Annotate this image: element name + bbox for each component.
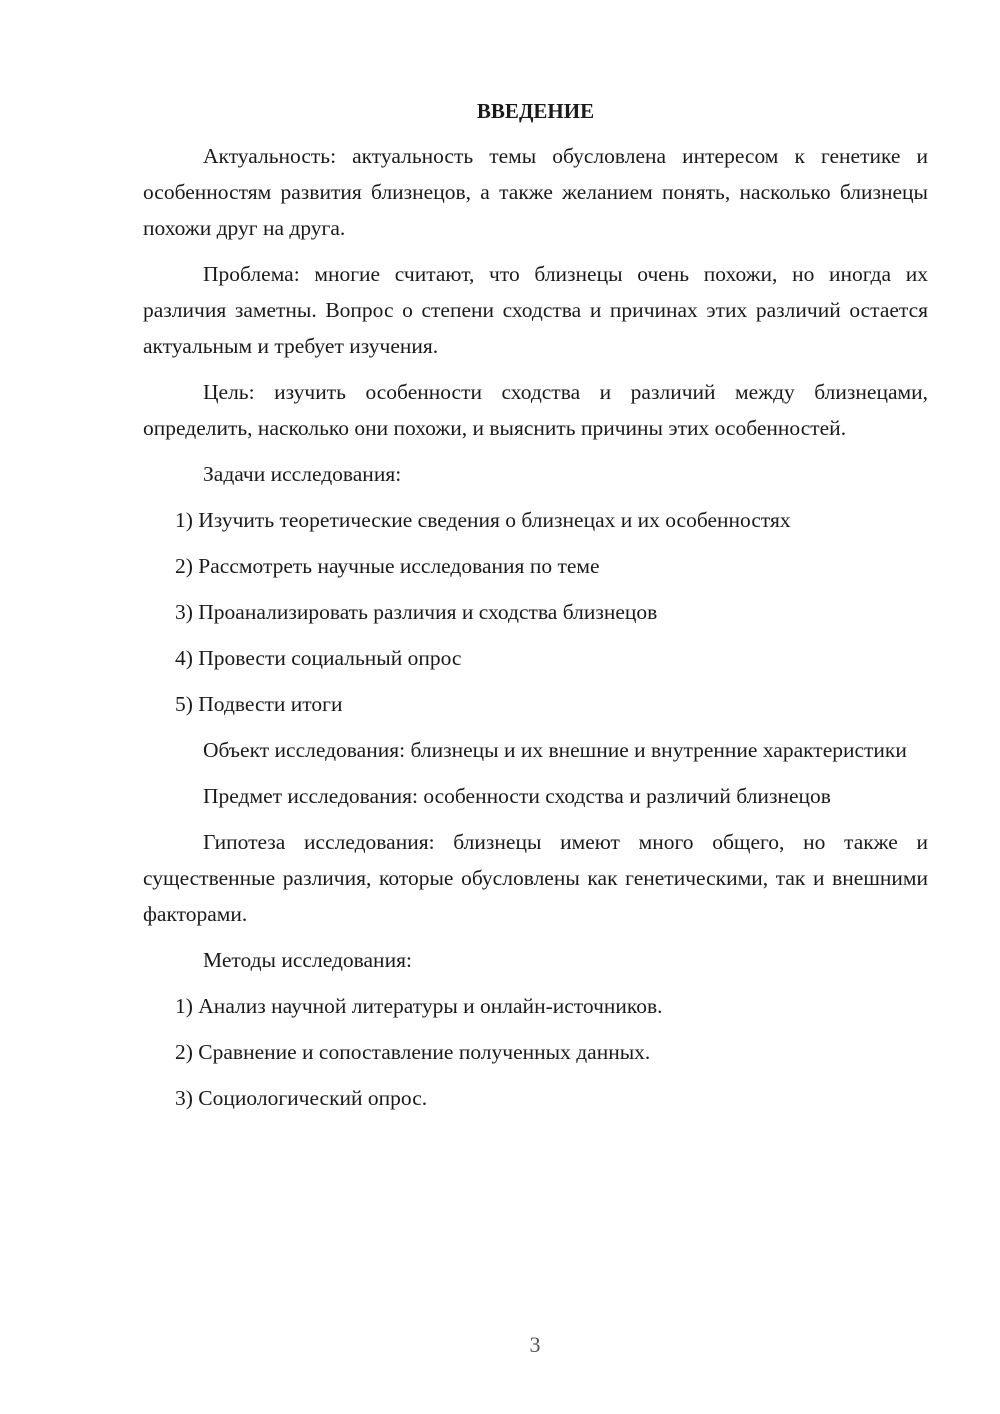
page-content: [143, 96, 928, 1126]
page-title: ВВЕДЕНИЕ: [476, 99, 595, 123]
method-item-1: 1) Анализ научной литературы и онлайн-источников.: [175, 994, 663, 1018]
methods-heading: Методы исследования:: [203, 948, 412, 972]
page-number: 3: [529, 1332, 541, 1357]
goal-paragraph: Цель: изучить особенности сходства и различий между близнецами, определить, насколько они похожи, и выяснить причины этих особенностей.: [143, 380, 928, 440]
method-item-3: 3) Социологический опрос.: [175, 1086, 428, 1110]
task-item-2: 2) Рассмотреть научные исследования по теме: [175, 554, 600, 578]
relevance-paragraph: Актуальность: актуальность темы обусловлена интересом к генетике и особенностям развития близнецов, а также желанием понять, насколько близнецы похожи друг на друга.: [143, 144, 928, 240]
subject-paragraph: Предмет исследования: особенности сходства и различий близнецов: [203, 784, 831, 808]
task-item-3: 3) Проанализировать различия и сходства близнецов: [175, 600, 658, 624]
problem-paragraph: Проблема: многие считают, что близнецы очень похожи, но иногда их различия заметны. Вопрос о степени сходства и причинах этих различий остается актуальным и требует изучения.: [143, 262, 928, 358]
task-item-5: 5) Подвести итоги: [175, 692, 343, 716]
task-item-4: 4) Провести социальный опрос: [175, 646, 462, 670]
method-item-2: 2) Сравнение и сопоставление полученных данных.: [175, 1040, 651, 1064]
tasks-heading: Задачи исследования:: [203, 462, 402, 486]
hypothesis-paragraph: Гипотеза исследования: близнецы имеют много общего, но также и существенные различия, которые обусловлены как генетическими, так и внешними факторами.: [143, 830, 928, 926]
object-paragraph: Объект исследования: близнецы и их внешние и внутренние характеристики: [203, 738, 907, 762]
task-item-1: 1) Изучить теоретические сведения о близнецах и их особенностях: [175, 508, 791, 532]
